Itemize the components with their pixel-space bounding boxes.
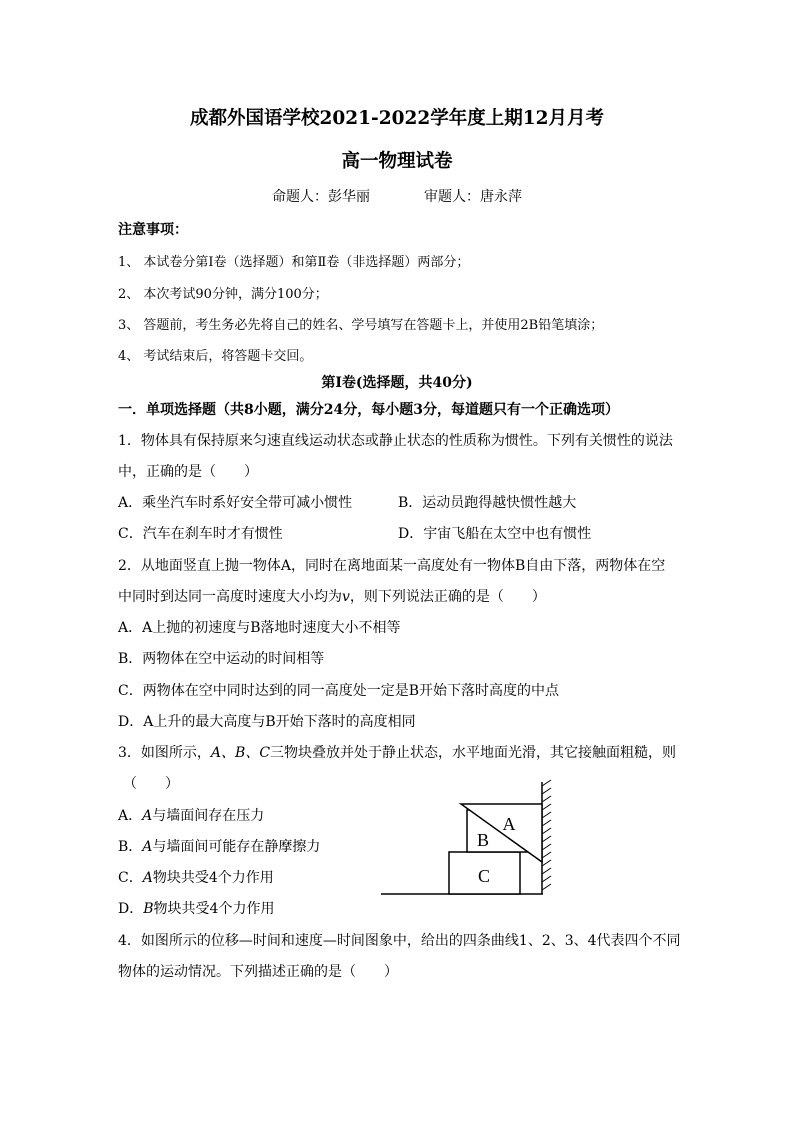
note-item: 2、 本次考试90分钟，满分100分； <box>118 287 328 302</box>
q1-option-b: B．运动员跑得越快惯性越大 <box>398 495 577 511</box>
part-heading: 一．单项选择题（共8小题，满分24分，每小题3分，每道题只有一个正确选项） <box>118 402 619 418</box>
section-title: 第Ⅰ卷(选择题，共40分) <box>321 375 473 391</box>
authors-line <box>0 186 794 206</box>
q2-option-b: B．两物体在空中运动的时间相等 <box>118 651 325 667</box>
q3-option-b: B．A与墙面间可能存在静摩擦力 <box>118 839 321 855</box>
q4-stem-line2: 物体的运动情况。下列描述正确的是（ ） <box>118 964 398 980</box>
reviewer: 审题人：唐永萍 <box>424 189 522 205</box>
exam-title: 成都外国语学校2021-2022学年度上期12月月考 <box>190 108 604 129</box>
blocks-figure <box>381 772 581 900</box>
block-a-label: A <box>502 814 516 834</box>
wall-hatch <box>542 780 551 890</box>
q3-option-d: D．B物块共受4个力作用 <box>118 901 275 917</box>
q3-stem-line2: （ ） <box>123 776 179 792</box>
note-item: 3、 答题前，考生务必先将自己的姓名、学号填写在答题卡上，并使用2B铅笔填涂； <box>118 318 604 333</box>
note-item: 4、 考试结束后，将答题卡交回。 <box>118 349 313 364</box>
q2-option-d: D．A上升的最大高度与B开始下落时的高度相同 <box>118 714 416 730</box>
note-item: 1、 本试卷分第Ⅰ卷（选择题）和第Ⅱ卷（非选择题）两部分； <box>118 255 470 270</box>
q1-stem-line1: 1．物体具有保持原来匀速直线运动状态或静止状态的性质称为惯性。下列有关惯性的说法 <box>118 433 673 449</box>
q2-stem-line1: 2．从地面竖直上抛一物体A，同时在离地面某一高度处有一物体B自由下落，两物体在空 <box>118 558 666 574</box>
q1-option-c: C．汽车在刹车时才有惯性 <box>118 526 283 542</box>
block-c-label: C <box>477 866 491 886</box>
q1-stem-line2: 中，正确的是（ ） <box>118 464 258 480</box>
q2-option-a: A．A上抛的初速度与B落地时速度大小不相等 <box>118 620 401 636</box>
notes-heading: 注意事项： <box>118 222 188 238</box>
q3-stem-line1: 3．如图所示，A、B、C三物块叠放并处于静止状态，水平地面光滑，其它接触面粗糙，则 <box>118 745 677 761</box>
q3-option-a: A．A与墙面间存在压力 <box>118 808 265 824</box>
q1-option-d: D．宇宙飞船在太空中也有惯性 <box>398 526 592 542</box>
q3-option-c: C．A物块共受4个力作用 <box>118 870 274 886</box>
q4-stem-line1: 4．如图所示的位移—时间和速度—时间图象中，给出的四条曲线1、2、3、4代表四个不同 <box>118 933 681 949</box>
proposer: 命题人：彭华丽 <box>272 189 370 205</box>
q2-stem-line2: 中同时到达同一高度时速度大小均为v，则下列说法正确的是（ ） <box>118 589 546 605</box>
q1-option-a: A．乘坐汽车时系好安全带可减小惯性 <box>118 495 353 511</box>
q2-option-c: C．两物体在空中同时达到的同一高度处一定是B开始下落时高度的中点 <box>118 683 559 699</box>
block-b-label: B <box>476 830 490 850</box>
exam-subtitle: 高一物理试卷 <box>341 151 453 172</box>
